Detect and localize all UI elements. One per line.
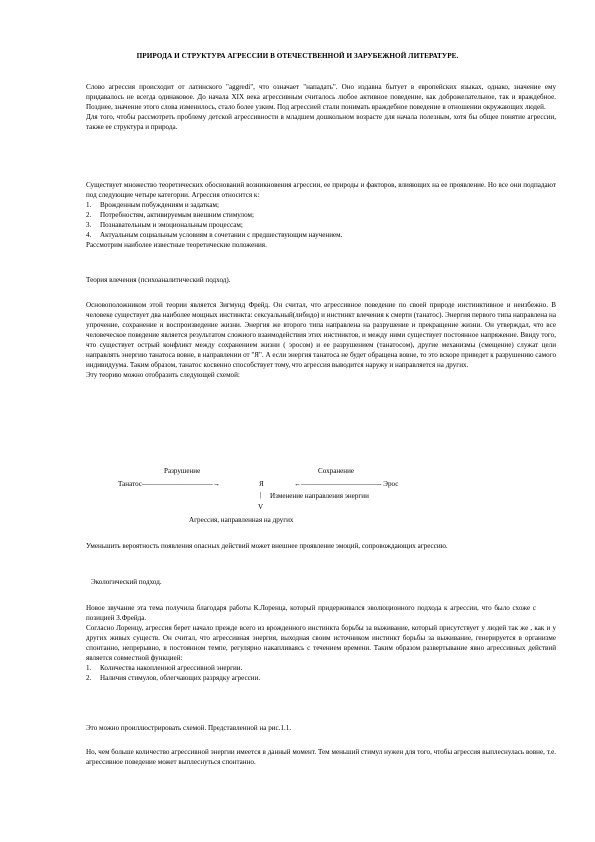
section2-paragraph-1: Новое звучание эта тема получила благодаря работы К.Лоренца, который придерживался эволюционного подхода к агрессии, что было схоже с позицией З.Фрейда. — [86, 604, 536, 622]
theories-intro: Существует множество теоретических обоснований возникновения агрессии, ее природы и факторов, влияющих на ее проявление. Но все они подпадают под следующие четыре категории. Агрессия относится к: — [86, 181, 556, 199]
document-title: ПРИРОДА И СТРУКТУРА АГРЕССИИ В ОТЕЧЕСТВЕННОЙ И ЗАРУБЕЖНОЙ ЛИТЕРАТУРЕ. — [136, 52, 459, 60]
section2-list-item — [86, 663, 556, 673]
intro-paragraph-2: Для того, чтобы рассмотреть проблему детской агрессивности в младшем дошкольном возрасте для начала полезным, хотя бы общее понятие агрессии, также ее структура и природа. — [86, 113, 556, 131]
section2-paragraph-2: Согласно Лоренцу, агрессия берет начало прежде всего из врожденного инстинкта борьбы за выживание, который присутствует у людей так же , как и у других живых существ. Он считал, что агрессивная энергия, выходная своим источником инстинкт борьбы за выживание, генерируется в организме спонтанно, непрерывно, в постоянном темпе, регулярно накапливаясь с течением времени. Таким образом развертывание явно агрессивных действий является совместной функцией: — [86, 624, 556, 662]
theory-list-item — [86, 220, 556, 230]
list-number: 4. — [86, 231, 92, 239]
vertical-bar: | — [260, 491, 262, 499]
outcome-label: Агрессия, направленная на других — [189, 516, 294, 524]
intro-block — [86, 82, 556, 132]
section1-block — [86, 300, 556, 380]
section1-heading: Теория влечения (психоаналитический подход). — [86, 276, 231, 284]
list-number: 2. — [86, 211, 92, 219]
section2-final-paragraph: Но, чем больше количество агрессивной энергии имеется в данный момент. Тем меньший стимул нужен для того, чтобы агрессия выплеснулась вовне, т.е. агрессивное поведение может выплеснуться спонтанно. — [86, 748, 556, 766]
section2-final — [86, 747, 556, 767]
section1-conclusion: Уменьшить вероятность появления опасных действий может внешнее проявление эмоций, сопровождающих агрессию. — [86, 542, 448, 550]
section1-body: Основоположником этой теории является Зигмунд Фрейд. Он считал, что агрессивное поведение по своей природе инстинктивное и неизбежно. В человеке существует два наиболее мощных инстинкта: сексуальный(либидо) и инстинкт влечения к смерти (танатос). Энергия первого типа направлена на упрочение, сохранение и воспроизведение жизни. Энергия же второго типа направлена на разрушение и прекращение жизни. Он утверждал, что все человеческое поведение является результатом сложного взаимодействия этих инстинктов, и между ними существует постоянное напряжение. Ввиду того, что существует острый конфликт между сохранением жизни ( эросом) и ее разрушением (танатосом), другие механизмы (смещение) служат цели направлять энергию танатоса вовне, в направлении от "Я". А если энергия танатоса не будет обращена вовне, то это вскоре приведет к разрушению самого индивидуума. Таким образом, танатос косвенно способствует тому, что агрессия выводится наружу и направляется на других. — [86, 301, 556, 369]
eros-arrow: ←———————————- Эрос — [294, 480, 399, 488]
list-text: Познавательным и эмоциональным процессам; — [100, 221, 243, 229]
preservation-label: Сохранение — [318, 467, 355, 475]
theories-outro: Рассмотрим наиболее известные теоретические положения. — [86, 241, 267, 249]
ego-label: Я — [259, 480, 264, 488]
list-number: 2. — [86, 674, 92, 682]
list-text: Актуальным социальным условиям в сочетании с предшествующим научением. — [100, 231, 343, 239]
list-text: Врожденным побуждениям и задаткам; — [100, 201, 219, 209]
list-number: 1. — [86, 664, 92, 672]
down-arrow-icon: V — [258, 503, 264, 511]
list-number: 1. — [86, 201, 92, 209]
theory-list-item — [86, 230, 556, 240]
intro-paragraph-1: Слово агрессия происходит от латинского "aggredi", что означает "нападать". Оно издавна бытует в европейских языках, однако, значение ему придавалось не всегда одинаковое. До начала XIX века агрессивным считалось любое активное поведение, как доброжелательное, так и враждебное. Позднее, значение этого слова изменилось, стало более узким. Под агрессией стали понимать враждебное поведение в отношении окружающих людей. — [86, 83, 556, 111]
list-text: Количества накопленной агрессивной энергии. — [100, 664, 243, 672]
section2-list-item — [86, 673, 556, 683]
change-direction-label: Изменение направления энергии — [270, 492, 369, 500]
list-text: Наличия стимулов, облегчающих разрядку агрессии. — [100, 674, 261, 682]
list-text: Потребностям, активируемым внешним стимулом; — [100, 211, 254, 219]
destruction-label: Разрушение — [164, 467, 201, 475]
list-number: 3. — [86, 221, 92, 229]
section2-block — [86, 603, 556, 683]
theory-list-item — [86, 200, 556, 210]
thanatos-arrow: Танатос——————————→ — [118, 480, 220, 488]
figure-note: Это можно проиллюстрировать схемой. Представленной на рис.1.1. — [86, 724, 292, 732]
theories-block — [86, 180, 556, 250]
theory-list-item — [86, 210, 556, 220]
section1-scheme-intro: Эту теорию можно отобразить следующей схемой: — [86, 371, 240, 379]
section2-heading: Экологический подход. — [91, 578, 162, 586]
